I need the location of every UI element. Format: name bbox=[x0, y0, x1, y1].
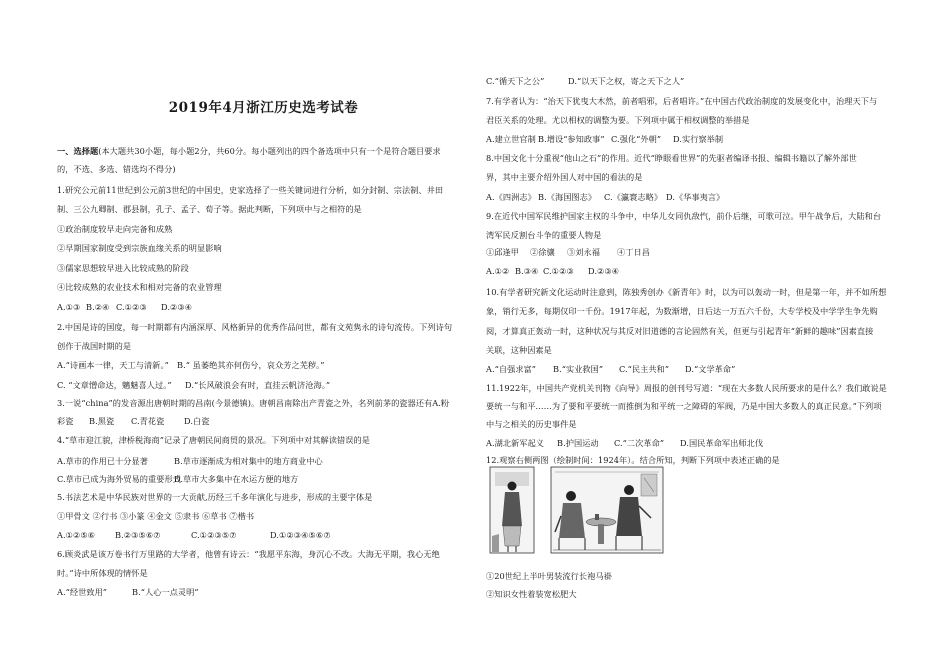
q2-stem: 2.中国是诗的国度，每一时期都有内涵深厚、风格新异的优秀作品问世，都有文苑隽永的诗句流传。下列诗句 bbox=[57, 322, 453, 332]
q6-option-a[interactable]: A.“经世致用” bbox=[57, 587, 108, 597]
q1-item: ②早期国家制度受到宗族血缘关系的明显影响 bbox=[57, 243, 222, 253]
q8-option-d[interactable]: D.《华事夷言》 bbox=[666, 192, 725, 202]
q12-stem: 12.观察右侧两图（绘制时间：1924年）。结合所知，判断下列项中表述正确的是 bbox=[486, 455, 780, 465]
section-instruction: 一、选择题(本大题共30小题，每小题2分，共60分。每小题列出的四个备选项中只有一个是符合题目要求 bbox=[57, 146, 441, 156]
q4-option-b[interactable]: B.草市逐渐成为相对集中的地方商业中心 bbox=[174, 456, 323, 466]
q2-option-b[interactable]: B.“ 虽萎绝其亦何伤兮，哀众芳之芜秽。” bbox=[177, 360, 325, 370]
q11-option-a[interactable]: A.湖北新军起义 bbox=[486, 438, 545, 448]
q3-option-a-cont[interactable]: 彩瓷 bbox=[57, 416, 74, 426]
q1-item: ①政治制度较早走向完备和成熟 bbox=[57, 224, 173, 234]
q6-stem: 6.顾炎武是该万卷书行万里路的大学者，他曾有诗云：“我愿平东海，身沉心不改。大海无平期，我心无绝 bbox=[57, 549, 440, 559]
q10-stem-cont: 象，销行无多，每期仅印一千份。1917年起，为数渐增，日后达一万五六千份，大专学校及中学学生争先购 bbox=[486, 306, 878, 316]
page-title: 2019年4月浙江历史选考试卷 bbox=[168, 100, 359, 116]
q7-stem: 7.有学者认为：“治天下犹曳大木然，前者唱邪，后者唱许。”在中国古代政治制度的发展变化中，治理天下与 bbox=[486, 96, 878, 106]
q6-stem-cont: 时。”诗中所体现的情怀是 bbox=[57, 568, 148, 578]
q10-option-b[interactable]: B.“实业救国” bbox=[553, 364, 604, 374]
q3-option-d[interactable]: D.白瓷 bbox=[184, 416, 210, 426]
q11-stem-cont: 要统一与和平……为了要和平要统一而推倒为和平统一之障碍的军阀，乃是中国大多数人的真正民意。”下列项 bbox=[486, 401, 882, 411]
q4-option-a[interactable]: A.草市的作用已十分显著 bbox=[57, 456, 148, 466]
q1-item: ④比较成熟的农业技术和相对完备的农业管理 bbox=[57, 282, 222, 292]
q6-option-b[interactable]: B.“人心一点灵明” bbox=[132, 587, 199, 597]
q5-option-b[interactable]: B.②③⑤⑥⑦ bbox=[115, 530, 161, 540]
q9-items bbox=[486, 247, 650, 257]
q6-options-cont bbox=[486, 76, 684, 86]
q9-stem-cont: 湾军民反割台斗争的重要人物是 bbox=[486, 230, 602, 240]
q7-option-a[interactable]: A.建立世官制 bbox=[486, 134, 536, 144]
q4-stem: 4.“草市迎江貌，津桥税海商”记录了唐朝民间商贸的景况。下列项中对其解读错误的是 bbox=[57, 435, 370, 445]
q5-option-d[interactable]: D.①②③④⑤⑥⑦ bbox=[270, 530, 331, 540]
q9-option-d[interactable]: D.②③④ bbox=[588, 266, 620, 276]
q11-options bbox=[486, 438, 763, 448]
q9-option-a[interactable]: A.①② bbox=[486, 266, 510, 276]
illustration-seated-men-icon bbox=[551, 467, 663, 553]
q8-option-a[interactable]: A.《四洲志》 bbox=[486, 192, 536, 202]
q11-stem: 11.1922年，中国共产党机关刊物《向导》周报的创刊号写道：“现在大多数人民所要求的是什么？我们敢说是 bbox=[486, 383, 887, 393]
q1-option-a[interactable]: A.①③ bbox=[57, 302, 81, 312]
q10-option-c[interactable]: C.“民主共和” bbox=[619, 364, 670, 374]
q10-stem-cont: 阅，才算真正轰动一时，这种状况与其反对旧道德的言论固然有关，但更与引起青年“新鲜的趣味”因素直接 bbox=[486, 326, 874, 336]
q10-option-a[interactable]: A.“自强求富” bbox=[486, 364, 537, 374]
q1-options bbox=[57, 302, 192, 312]
q5-option-c[interactable]: C.①②③⑤⑦ bbox=[191, 530, 237, 540]
q5-option-a[interactable]: A.①②⑤⑥ bbox=[57, 530, 96, 540]
section-heading: 一、选择题 bbox=[57, 146, 99, 156]
q11-option-b[interactable]: B.护国运动 bbox=[557, 438, 599, 448]
q1-option-b[interactable]: B.②④ bbox=[86, 302, 110, 312]
q3-option-c[interactable]: C.青花瓷 bbox=[131, 416, 165, 426]
q9-options bbox=[486, 266, 619, 276]
q7-option-d[interactable]: D.实行察举制 bbox=[673, 134, 724, 144]
q4-options-row2 bbox=[57, 474, 298, 484]
q1-item: ③儒家思想较早进入比较成熟的阶段 bbox=[57, 263, 189, 273]
q4-options-row1 bbox=[57, 456, 323, 466]
illustration-woman-icon bbox=[490, 467, 534, 553]
q5-options bbox=[57, 530, 331, 540]
q3-options bbox=[57, 416, 209, 426]
q10-stem-cont: 关联，这种因素是 bbox=[486, 345, 552, 355]
q2-options-row1 bbox=[57, 360, 325, 370]
q9-option-c[interactable]: C.①②③ bbox=[543, 266, 574, 276]
q10-option-d[interactable]: D.“文学革命” bbox=[685, 364, 736, 374]
q8-option-b[interactable]: B.《海国图志》 bbox=[538, 192, 597, 202]
q8-stem-cont: 界，其中主要介绍外国人对中国的看法的是 bbox=[486, 172, 643, 182]
q2-option-d[interactable]: D.“长风破浪会有时，直挂云帆济沧海。” bbox=[185, 380, 331, 390]
q11-option-d[interactable]: D.国民革命军出师北伐 bbox=[680, 438, 764, 448]
q7-option-b[interactable]: B.增设“参知政事” bbox=[538, 134, 605, 144]
q9-item: ③刘永福 bbox=[567, 247, 600, 257]
q6-options bbox=[57, 587, 199, 597]
q8-option-c[interactable]: C.《瀛寰志略》 bbox=[604, 192, 663, 202]
q3-stem: 3.一说“china”的发音源出唐朝时期的昌南(今景德镇)。唐朝昌南除出产青瓷之外，名列前茅的瓷器还有A.粉 bbox=[57, 398, 450, 408]
q11-stem-cont: 中与之相关的历史事件是 bbox=[486, 419, 577, 429]
q1-stem: 1.研究公元前11世纪到公元前3世纪的中国史，史家选择了一些关键词进行分析，如分封制、宗法制、井田 bbox=[57, 185, 444, 195]
q9-item: ④丁日昌 bbox=[617, 247, 650, 257]
q11-option-c[interactable]: C.“二次革命” bbox=[614, 438, 665, 448]
q1-option-d[interactable]: D.②③④ bbox=[161, 302, 193, 312]
q4-option-c[interactable]: C.草市已成为海外贸易的重要形式 bbox=[57, 474, 182, 484]
q7-stem-cont: 君臣关系的处理。尤以相权的调整为要。下列项中属于相权调整的举措是 bbox=[486, 115, 750, 125]
q12-item: ①20世纪上半叶男装流行长袍马褂 bbox=[486, 571, 612, 581]
q6-option-c[interactable]: C.“循天下之公” bbox=[486, 76, 545, 86]
q4-option-d[interactable]: D.草市大多集中在水运方便的地方 bbox=[174, 474, 299, 484]
q9-stem: 9.在近代中国军民维护国家主权的斗争中，中华儿女同仇敌忾，前仆后继，可歌可泣。甲午战争后，大陆和台 bbox=[486, 211, 882, 221]
q6-option-d[interactable]: D.“以天下之权，寄之天下之人” bbox=[568, 76, 685, 86]
q9-item: ①邱逢甲 bbox=[486, 247, 519, 257]
q7-options bbox=[486, 134, 723, 144]
q7-option-c[interactable]: C.强化“外朝” bbox=[611, 134, 662, 144]
q5-stem: 5.书法艺术是中华民族对世界的一大贡献,历经三千多年演化与进步，形成的主要字体是 bbox=[57, 492, 373, 502]
q1-option-c[interactable]: C.①②③ bbox=[116, 302, 147, 312]
q1-stem-cont: 制、三公九卿制、郡县制，孔子、孟子、荀子等。据此判断，下列项中与之相符的是 bbox=[57, 204, 362, 214]
q10-stem: 10.有学者研究新文化运动时注意到，陈独秀创办《新青年》时，以为可以轰动一时，但是第一年，并不如所想 bbox=[486, 287, 887, 297]
q12-illustrations bbox=[489, 466, 665, 554]
q10-options bbox=[486, 364, 735, 374]
q2-option-a[interactable]: A.“诗画本一律，天工与清新。” bbox=[57, 360, 169, 370]
q9-option-b[interactable]: B.③④ bbox=[515, 266, 539, 276]
q2-options-row2 bbox=[57, 380, 330, 390]
q2-option-c[interactable]: C. “文章憎命达，魑魅喜人过。” bbox=[57, 380, 172, 390]
q8-options bbox=[486, 192, 724, 202]
q3-option-b[interactable]: B.黑瓷 bbox=[89, 416, 115, 426]
q9-item: ②徐骧 bbox=[530, 247, 555, 257]
q12-item: ②知识女性着装宽松肥大 bbox=[486, 589, 577, 599]
q5-items: ①甲骨文 ②行书 ③小篆 ④金文 ⑤隶书 ⑥草书 ⑦楷书 bbox=[57, 511, 255, 521]
q2-stem-cont: 创作于战国时期的是 bbox=[57, 341, 132, 351]
section-instruction-cont: 的，不选、多选、错选均不得分) bbox=[57, 164, 176, 174]
q8-stem: 8.中国文化十分重视“他山之石”的作用。近代“睁眼看世界”的先驱者编译书报、编辑书籍以了解外部世 bbox=[486, 153, 857, 163]
